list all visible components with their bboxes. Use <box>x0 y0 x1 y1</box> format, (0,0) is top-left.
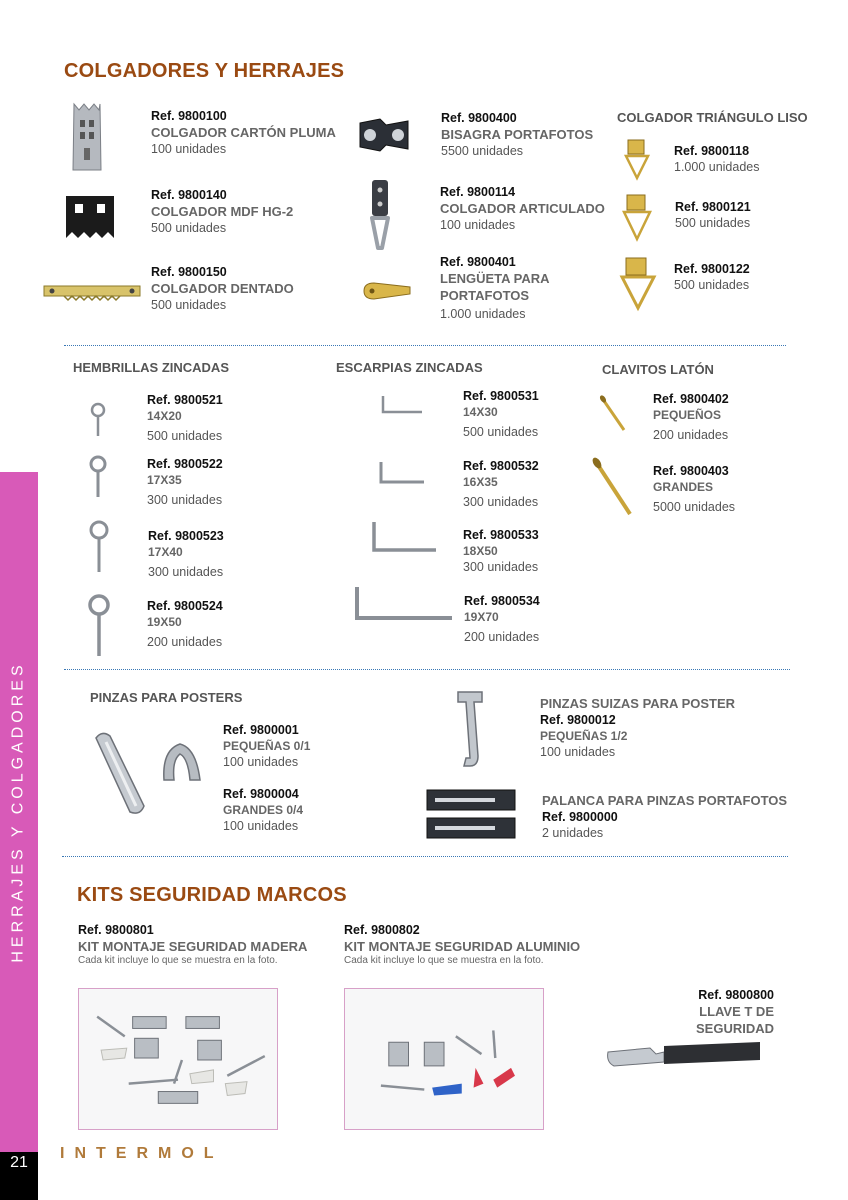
product-qty: 200 unidades <box>147 635 223 649</box>
product-size: GRANDES 0/4 <box>223 803 304 817</box>
product-name: COLGADOR CARTÓN PLUMA <box>151 125 336 140</box>
product-name: BISAGRA PORTAFOTOS <box>441 127 594 142</box>
product-9800118 <box>674 143 760 176</box>
product-ref: Ref. 9800150 <box>151 265 227 279</box>
product-ref: Ref. 9800401 <box>440 255 516 269</box>
product-name: LLAVE T DE SEGURIDAD <box>695 1004 774 1036</box>
product-9800522 <box>147 456 223 509</box>
clavito-pequeno-image <box>598 394 628 434</box>
product-9800532 <box>463 458 539 511</box>
product-qty: 5500 unidades <box>441 144 524 158</box>
product-qty: 5000 unidades <box>653 500 736 514</box>
product-9800114 <box>440 184 605 234</box>
product-9800401 <box>440 254 550 323</box>
kit-9800802 <box>344 922 580 966</box>
product-ref: Ref. 9800140 <box>151 188 227 202</box>
product-qty: 100 unidades <box>223 819 299 833</box>
product-9800523 <box>148 528 224 581</box>
pinza-suiza-image <box>448 688 494 770</box>
product-qty: 500 unidades <box>147 429 223 443</box>
product-9800403 <box>653 463 735 516</box>
product-ref: Ref. 9800522 <box>147 457 223 471</box>
product-9800533 <box>463 527 539 576</box>
product-ref: Ref. 9800004 <box>223 787 299 801</box>
product-9800150 <box>151 264 294 314</box>
product-ref: Ref. 9800000 <box>542 810 618 824</box>
hembrilla-17x40-image <box>86 520 112 574</box>
product-size: 14X30 <box>463 405 498 419</box>
pinza-clip-image <box>160 740 204 786</box>
escarpia-18x50-image <box>370 520 438 556</box>
product-qty: 200 unidades <box>653 428 729 442</box>
product-ref: Ref. 9800533 <box>463 528 539 542</box>
product-9800534 <box>464 593 540 646</box>
product-9800001 <box>223 722 310 771</box>
product-ref: Ref. 9800012 <box>540 713 616 727</box>
product-9800012 <box>540 695 735 761</box>
product-name: COLGADOR ARTICULADO <box>440 201 605 216</box>
product-ref: Ref. 9800402 <box>653 392 729 406</box>
lengueta-image <box>360 280 414 302</box>
product-size: 16X35 <box>463 475 498 489</box>
hembrilla-19x50-image <box>84 594 114 658</box>
product-note: Cada kit incluye lo que se muestra en la foto. <box>344 955 544 966</box>
product-9800100 <box>151 108 336 158</box>
triangulo-medium-image <box>620 193 654 245</box>
product-9800004 <box>223 786 303 835</box>
product-qty: 500 unidades <box>151 298 227 312</box>
product-qty: 500 unidades <box>151 221 227 235</box>
section-head-hembrillas: HEMBRILLAS ZINCADAS <box>73 360 229 375</box>
kit-aluminio-photo <box>344 988 544 1130</box>
pinza-cilindro-image <box>92 728 148 818</box>
product-ref: Ref. 9800523 <box>148 529 224 543</box>
product-9800402 <box>653 391 729 444</box>
product-name-line2: PORTAFOTOS <box>440 288 530 303</box>
section-title-kits: KITS SEGURIDAD MARCOS <box>77 884 347 906</box>
product-qty: 300 unidades <box>463 495 539 509</box>
product-qty: 1.000 unidades <box>674 160 760 174</box>
product-name: KIT MONTAJE SEGURIDAD MADERA <box>78 939 308 954</box>
escarpia-14x30-image <box>380 394 424 416</box>
section-head-pinzas: PINZAS PARA POSTERS <box>90 690 243 705</box>
escarpia-16x35-image <box>378 460 426 486</box>
product-ref: Ref. 9800531 <box>463 389 539 403</box>
product-name: KIT MONTAJE SEGURIDAD ALUMINIO <box>344 939 581 954</box>
kit-9800801 <box>78 922 307 966</box>
product-qty: 500 unidades <box>675 216 751 230</box>
product-ref: Ref. 9800100 <box>151 109 227 123</box>
product-size: PEQUEÑOS <box>653 408 722 422</box>
product-9800524 <box>147 598 223 651</box>
product-9800400 <box>441 110 593 160</box>
product-ref: Ref. 9800532 <box>463 459 539 473</box>
triangulo-large-image <box>618 256 658 312</box>
product-qty: 100 unidades <box>440 218 516 232</box>
side-tab-label: HERRAJES Y COLGADORES <box>10 661 27 963</box>
product-size: 18X50 <box>463 544 498 558</box>
product-qty: 300 unidades <box>463 560 539 574</box>
divider <box>64 345 786 346</box>
product-size: GRANDES <box>653 480 714 494</box>
clavito-grande-image <box>590 456 634 518</box>
product-9800121 <box>675 199 751 232</box>
product-size: 17X35 <box>147 473 182 487</box>
product-ref: Ref. 9800403 <box>653 464 729 478</box>
product-ref: Ref. 9800524 <box>147 599 223 613</box>
colgador-carton-pluma-image <box>70 102 104 172</box>
palanca-image <box>425 788 517 842</box>
product-size: PEQUEÑAS 1/2 <box>540 729 628 743</box>
llave-9800800 <box>636 987 774 1037</box>
product-9800531 <box>463 388 539 441</box>
divider <box>62 856 788 857</box>
product-ref: Ref. 9800121 <box>675 200 751 214</box>
product-qty: 300 unidades <box>147 493 223 507</box>
product-ref: Ref. 9800400 <box>441 111 517 125</box>
product-ref: Ref. 9800122 <box>674 262 750 276</box>
product-qty: 1.000 unidades <box>440 307 526 321</box>
product-9800000 <box>542 792 787 842</box>
product-name: COLGADOR MDF HG-2 <box>151 204 294 219</box>
section-title-colgadores: COLGADORES Y HERRAJES <box>64 60 345 82</box>
brand-logo: INTERMOL <box>60 1145 224 1162</box>
product-ref: Ref. 9800801 <box>78 923 154 937</box>
product-qty: 200 unidades <box>464 630 540 644</box>
product-qty: 100 unidades <box>540 745 616 759</box>
product-size: PEQUEÑAS 0/1 <box>223 739 311 753</box>
section-head-escarpias: ESCARPIAS ZINCADAS <box>336 360 483 375</box>
section-head-triangulo: COLGADOR TRIÁNGULO LISO <box>617 110 808 125</box>
product-size: 19X50 <box>147 615 182 629</box>
product-ref: Ref. 9800521 <box>147 393 223 407</box>
kit-madera-photo <box>78 988 278 1130</box>
colgador-articulado-image <box>364 178 398 252</box>
product-ref: Ref. 9800534 <box>464 594 540 608</box>
product-size: 19X70 <box>464 610 499 624</box>
section-head-clavitos: CLAVITOS LATÓN <box>602 362 714 377</box>
bisagra-image <box>356 115 412 155</box>
page-number: 21 <box>0 1152 38 1200</box>
llave-t-image <box>604 1038 764 1072</box>
product-ref: Ref. 9800118 <box>674 144 750 158</box>
product-ref: Ref. 9800800 <box>698 988 774 1002</box>
product-qty: 100 unidades <box>151 142 227 156</box>
hembrilla-14x20-image <box>88 402 108 438</box>
product-9800122 <box>674 261 750 294</box>
product-qty: 300 unidades <box>148 565 224 579</box>
product-name: LENGÜETA PARA <box>440 271 550 286</box>
triangulo-small-image <box>622 138 652 188</box>
hembrilla-17x35-image <box>86 455 110 499</box>
colgador-mdf-image <box>62 192 118 244</box>
product-name: COLGADOR DENTADO <box>151 281 294 296</box>
product-qty: 2 unidades <box>542 826 604 840</box>
product-9800140 <box>151 187 293 237</box>
product-qty: 100 unidades <box>223 755 299 769</box>
product-ref: Ref. 9800802 <box>344 923 420 937</box>
product-size: 17X40 <box>148 545 183 559</box>
divider <box>64 669 790 670</box>
product-note: Cada kit incluye lo que se muestra en la foto. <box>78 955 278 966</box>
product-9800521 <box>147 392 223 445</box>
product-name: PALANCA PARA PINZAS PORTAFOTOS <box>542 793 788 808</box>
product-size: 14X20 <box>147 409 182 423</box>
product-qty: 500 unidades <box>463 425 539 439</box>
product-ref: Ref. 9800001 <box>223 723 299 737</box>
product-name: PINZAS SUIZAS PARA POSTER <box>540 696 736 711</box>
escarpia-19x70-image <box>352 585 454 625</box>
product-qty: 500 unidades <box>674 278 750 292</box>
colgador-dentado-image <box>42 280 142 302</box>
product-ref: Ref. 9800114 <box>440 185 516 199</box>
